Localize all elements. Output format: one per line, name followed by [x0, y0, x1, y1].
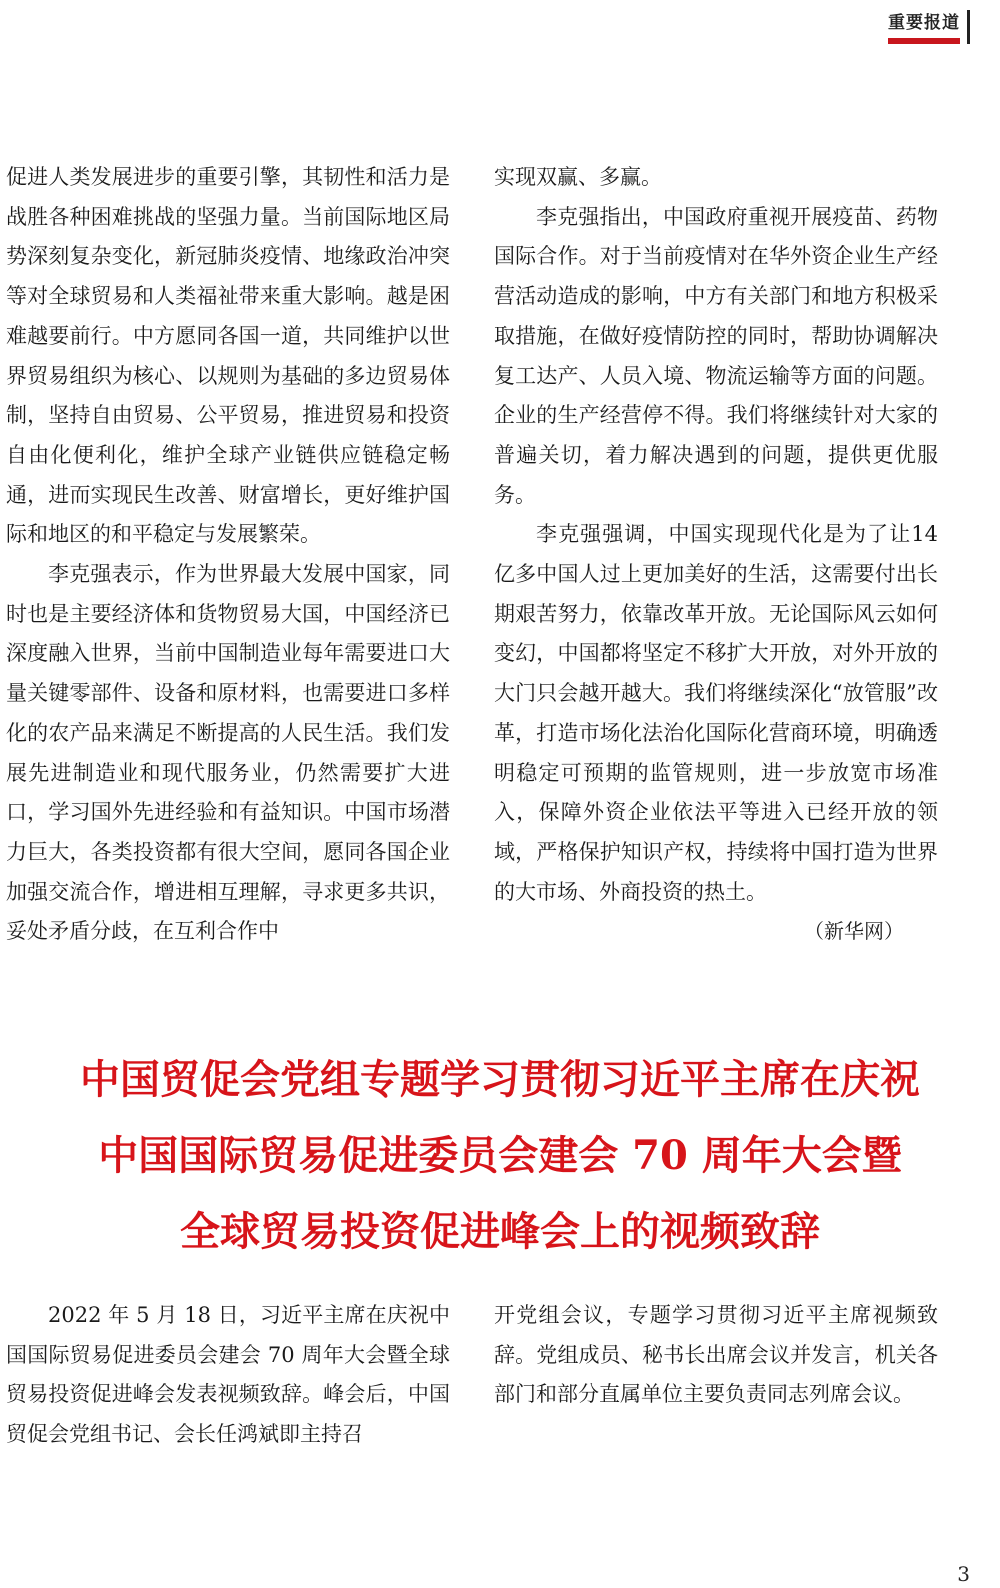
article1-paragraph: 李克强表示，作为世界最大发展中国家，同时也是主要经济体和货物贸易大国，中国经济已深度融入世界，当前中国制造业每年需要进口大量关键零部件、设备和原材料，也需要进口多样化的农产品来满足不断提高的人民生活。我们发展先进制造业和现代服务业，仍然需要扩大进口，学习国外先进经验和有益知识。中国市场潜力巨大，各类投资都有很大空间，愿同各国企业加强交流合作，增进相互理解，寻求更多共识，妥处矛盾分歧，在互利合作中 — [6, 562, 450, 944]
article1-paragraph: 李克强指出，中国政府重视开展疫苗、药物国际合作。对于当前疫情对在华外资企业生产经营活动造成的影响，中方有关部门和地方积极采取措施，在做好疫情防控的同时，帮助协调解决复工达产、人员入境、物流运输等方面的问题。企业的生产经营停不得。我们将继续针对大家的普遍关切，着力解决遇到的问题，提供更优服务。 — [494, 204, 938, 507]
article2-right-column — [494, 1296, 938, 1415]
headline-line: 中国贸促会党组专题学习贯彻习近平主席在庆祝 — [80, 1056, 920, 1103]
article2-paragraph: 开党组会议，专题学习贯彻习近平主席视频致辞。党组成员、秘书长出席会议并发言，机关各部门和部分直属单位主要负责同志列席会议。 — [494, 1303, 938, 1407]
article1-paragraph: 实现双赢、多赢。 — [494, 165, 662, 189]
article1-paragraph: 促进人类发展进步的重要引擎，其韧性和活力是战胜各种困难挑战的坚强力量。当前国际地区局势深刻复杂变化，新冠肺炎疫情、地缘政治冲突等对全球贸易和人类福祉带来重大影响。越是困难越要前行。中方愿同各国一道，共同维护以世界贸易组织为核心、以规则为基础的多边贸易体制，坚持自由贸易、公平贸易，推进贸易和投资自由化便利化，维护全球产业链供应链稳定畅通，进而实现民生改善、财富增长，更好维护国际和地区的和平稳定与发展繁荣。 — [6, 165, 450, 547]
headline-line: 全球贸易投资促进峰会上的视频致辞 — [180, 1208, 820, 1255]
article2-headline — [0, 1042, 1000, 1270]
article1-source: （新华网） — [804, 919, 904, 944]
headline-line: 中国国际贸易促进委员会建会 70 周年大会暨 — [98, 1132, 902, 1179]
section-tag-underline — [888, 38, 960, 44]
section-tag: 重要报道 — [888, 13, 960, 33]
article1-left-column — [6, 158, 450, 952]
article2-paragraph: 2022 年 5 月 18 日，习近平主席在庆祝中国国际贸易促进委员会建会 70 周年大会暨全球贸易投资促进峰会发表视频致辞。峰会后，中国贸促会党组书记、会长任鸿斌即主持召 — [6, 1303, 450, 1447]
article1-right-column — [494, 158, 938, 952]
header-divider-bar — [967, 10, 970, 44]
article2-left-column — [6, 1296, 450, 1455]
page-number: 3 — [957, 1562, 970, 1586]
article1-paragraph: 李克强强调，中国实现现代化是为了让14亿多中国人过上更加美好的生活，这需要付出长期艰苦努力，依靠改革开放。无论国际风云如何变幻，中国都将坚定不移扩大开放，对外开放的大门只会越开越大。我们将继续深化“放管服”改革，打造市场化法治化国际化营商环境，明确透明稳定可预期的监管规则，进一步放宽市场准入，保障外资企业依法平等进入已经开放的领域，严格保护知识产权，持续将中国打造为世界的大市场、外商投资的热土。 — [494, 522, 938, 904]
